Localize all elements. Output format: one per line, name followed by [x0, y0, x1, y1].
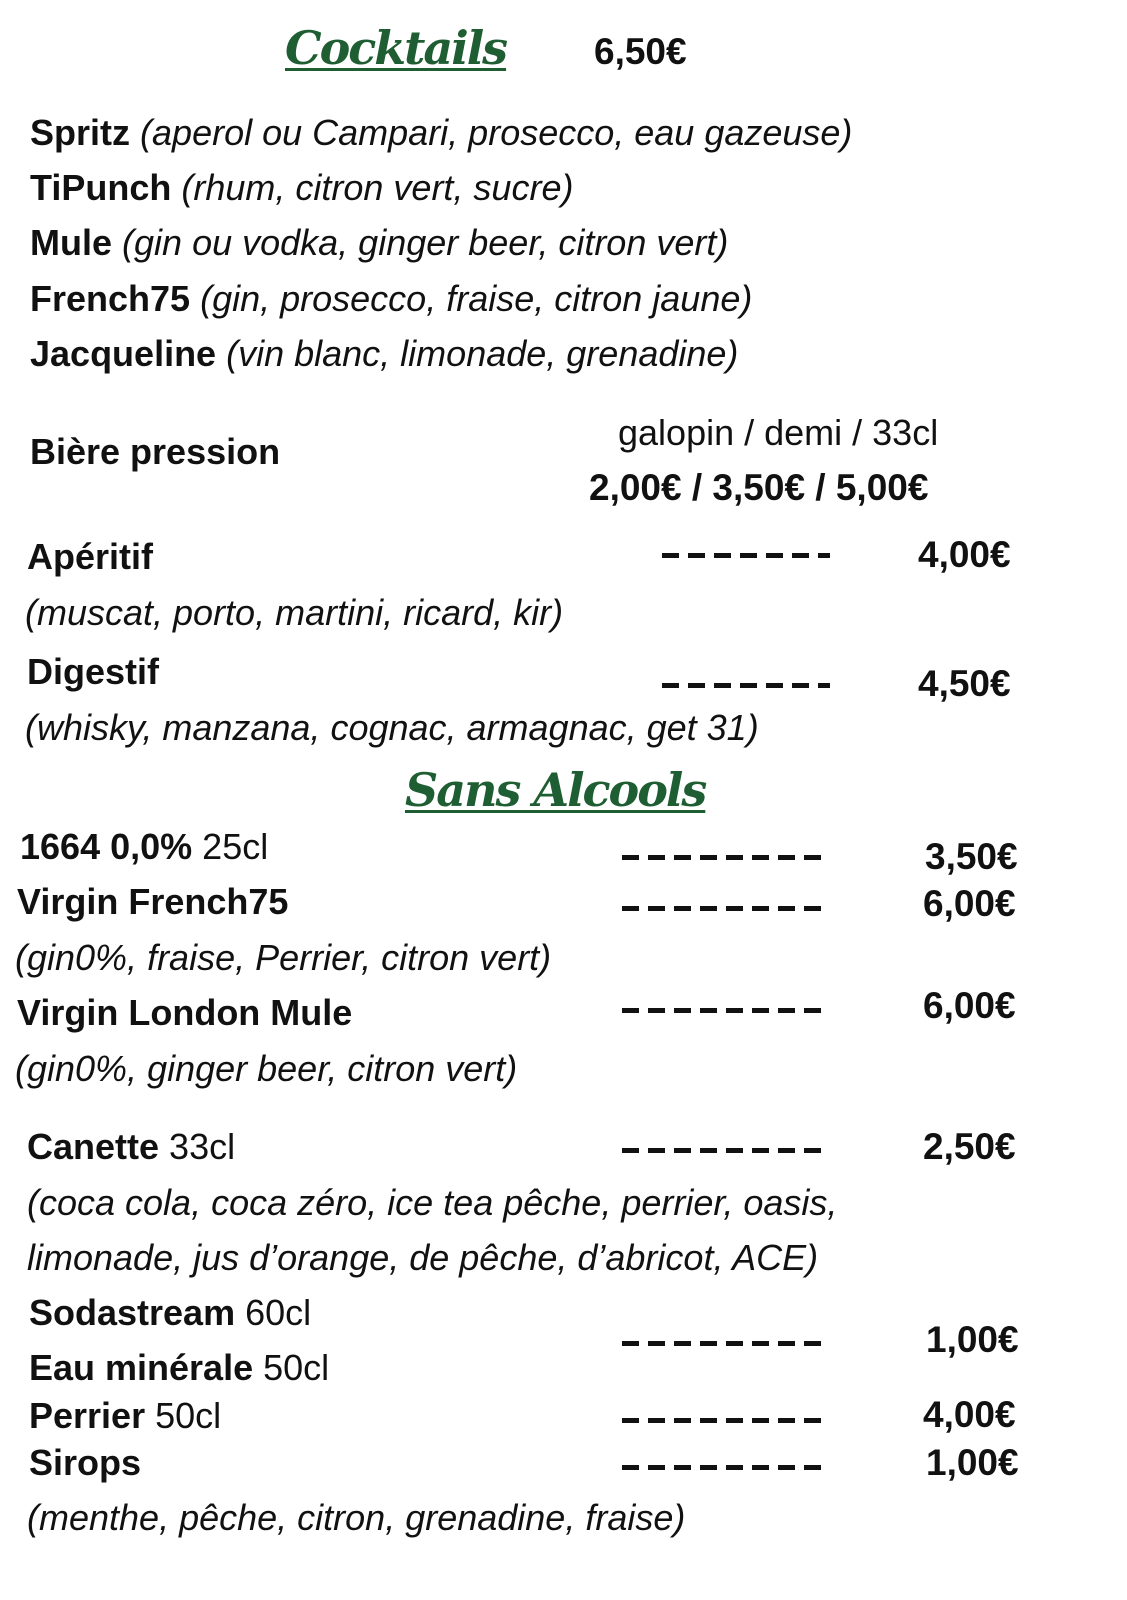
dash-leader	[662, 553, 830, 558]
biere-sizes: galopin / demi / 33cl	[618, 412, 939, 453]
dash-leader	[622, 1148, 830, 1153]
menu-item	[20, 826, 268, 868]
menu-item	[30, 222, 728, 264]
item-price: 6,00€	[923, 985, 1016, 1026]
item-name: 1664 0,0%	[20, 826, 193, 867]
dash-leader	[622, 1465, 830, 1470]
dash-leader	[662, 683, 830, 688]
aperitif-name: Apéritif	[27, 536, 153, 577]
item-name: Mule	[30, 222, 113, 263]
item-size: 33cl	[169, 1126, 236, 1167]
item-desc: (rhum, citron vert, sucre)	[181, 167, 574, 208]
item-name: Virgin London Mule	[17, 992, 353, 1033]
menu-item	[29, 1347, 329, 1389]
item-price: 4,00€	[923, 1394, 1016, 1435]
item-name: Spritz	[30, 112, 131, 153]
item-price: 3,50€	[925, 836, 1018, 877]
item-name: Sirops	[29, 1442, 142, 1483]
item-price: 1,00€	[926, 1442, 1019, 1483]
dash-leader	[622, 1341, 830, 1346]
dash-leader	[622, 906, 830, 911]
item-desc: limonade, jus d’orange, de pêche, d’abricot, ACE)	[27, 1237, 819, 1278]
menu-item	[30, 167, 573, 209]
aperitif-desc: (muscat, porto, martini, ricard, kir)	[25, 592, 564, 633]
aperitif-price: 4,00€	[918, 534, 1011, 575]
item-desc: (menthe, pêche, citron, grenadine, fraise)	[27, 1497, 686, 1538]
item-size: 25cl	[202, 826, 269, 867]
menu-item	[27, 1126, 235, 1168]
menu-item	[30, 112, 852, 154]
item-name: Virgin French75	[17, 881, 289, 922]
item-name: Canette	[27, 1126, 160, 1167]
dash-leader	[622, 1008, 830, 1013]
dash-leader	[622, 1418, 830, 1423]
item-desc: (gin0%, fraise, Perrier, citron vert)	[15, 937, 552, 978]
item-price: 1,00€	[926, 1319, 1019, 1360]
item-size: 50cl	[155, 1395, 222, 1436]
item-desc: (aperol ou Campari, prosecco, eau gazeuse)	[140, 112, 853, 153]
menu-item	[30, 278, 752, 320]
item-size: 60cl	[245, 1292, 312, 1333]
item-name: Perrier	[29, 1395, 146, 1436]
item-desc: (vin blanc, limonade, grenadine)	[226, 333, 739, 374]
digestif-name: Digestif	[27, 651, 160, 692]
menu-item	[29, 1292, 311, 1334]
item-name: Sodastream	[29, 1292, 236, 1333]
item-name: TiPunch	[30, 167, 172, 208]
sans-alcools-heading: Sans Alcools	[405, 763, 706, 817]
item-price: 2,50€	[923, 1126, 1016, 1167]
item-desc: (gin ou vodka, ginger beer, citron vert)	[122, 222, 729, 263]
item-desc: (coca cola, coca zéro, ice tea pêche, perrier, oasis,	[27, 1182, 838, 1223]
biere-name: Bière pression	[30, 431, 281, 472]
cocktails-price: 6,50€	[594, 31, 687, 72]
menu-item	[30, 333, 738, 375]
item-desc: (gin0%, ginger beer, citron vert)	[15, 1048, 518, 1089]
item-name: Eau minérale	[29, 1347, 254, 1388]
biere-prices: 2,00€ / 3,50€ / 5,00€	[589, 467, 929, 508]
item-price: 6,00€	[923, 883, 1016, 924]
dash-leader	[622, 855, 830, 860]
item-name: Jacqueline	[30, 333, 217, 374]
digestif-desc: (whisky, manzana, cognac, armagnac, get 31)	[25, 707, 759, 748]
item-name: French75	[30, 278, 191, 319]
cocktails-heading: Cocktails	[285, 21, 507, 75]
item-desc: (gin, prosecco, fraise, citron jaune)	[200, 278, 753, 319]
item-size: 50cl	[263, 1347, 330, 1388]
digestif-price: 4,50€	[918, 663, 1011, 704]
menu-item	[29, 1395, 221, 1437]
